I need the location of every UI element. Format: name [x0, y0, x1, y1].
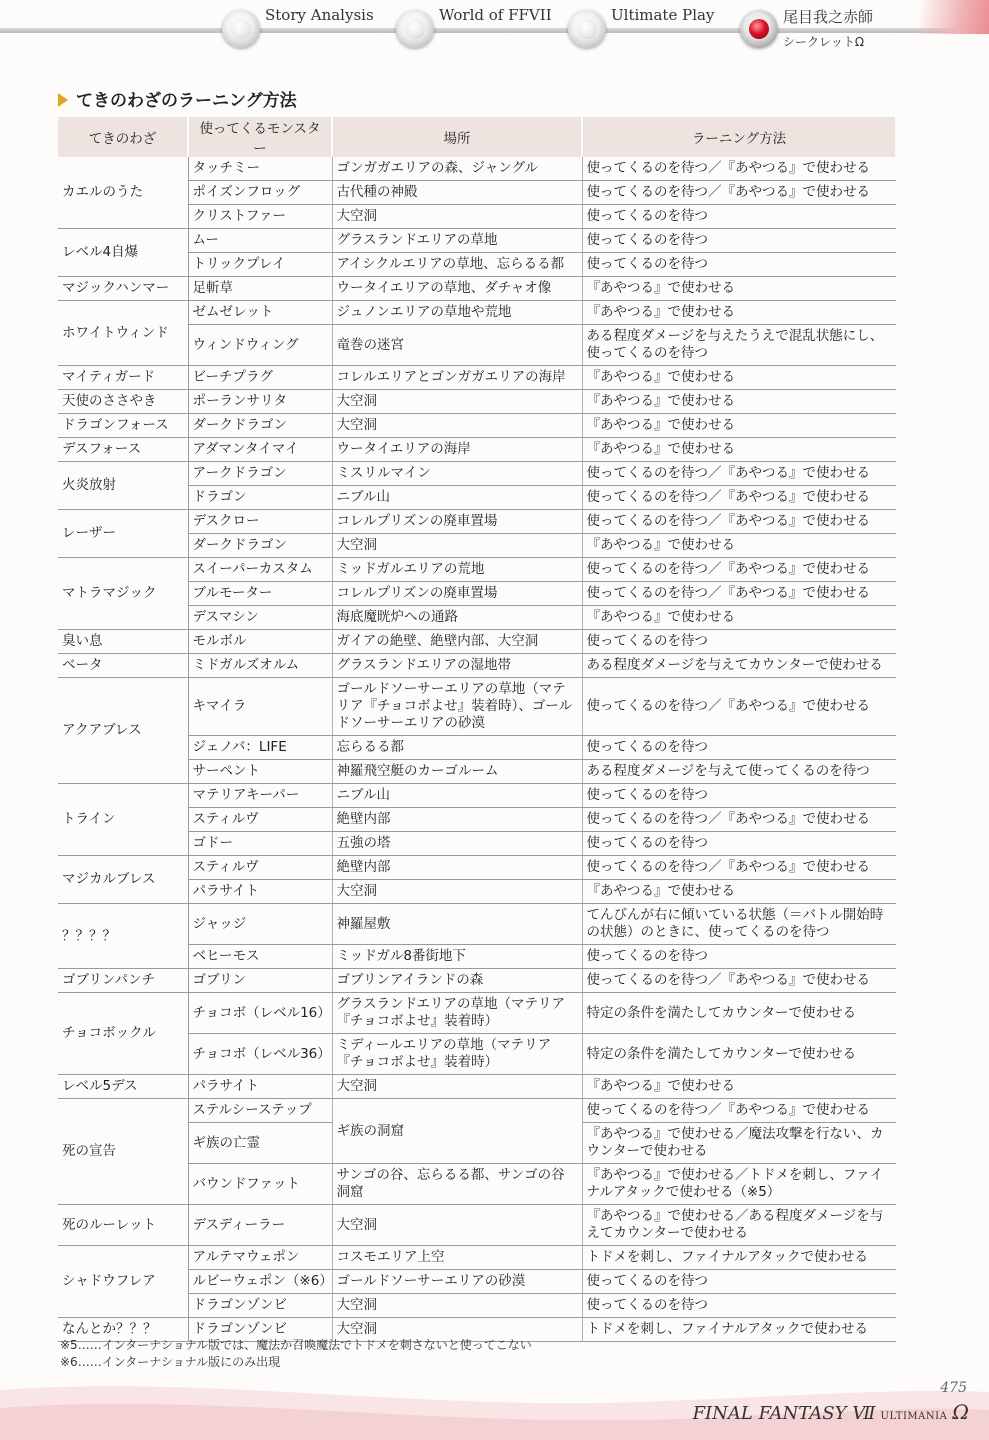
location-cell: コレルプリズンの廃車置場 — [332, 582, 582, 606]
monster-cell: スイーパーカスタム — [188, 558, 332, 582]
location-cell: 神羅飛空艇のカーゴルーム — [332, 760, 582, 784]
footnotes — [60, 1337, 532, 1371]
technique-cell: レーザー — [58, 510, 188, 558]
table-row — [58, 856, 896, 880]
monster-cell: バウンドファット — [188, 1164, 332, 1205]
monster-cell: マテリアキーパー — [188, 784, 332, 808]
monster-cell: ビーチプラグ — [188, 366, 332, 390]
orb-icon — [222, 10, 260, 48]
method-cell: 特定の条件を満たしてカウンターで使わせる — [582, 993, 896, 1034]
table-row — [58, 510, 896, 534]
brand-subtitle: ULTIMANIA — [880, 1411, 948, 1422]
location-cell: アイシクルエリアの草地、忘らるる都 — [332, 253, 582, 277]
method-cell: 『あやつる』で使わせる — [582, 301, 896, 325]
technique-cell: マトラマジック — [58, 558, 188, 630]
technique-cell: レベル4自爆 — [58, 229, 188, 277]
monster-cell: アルテマウェポン — [188, 1246, 332, 1270]
location-cell: グラスランドエリアの湿地帯 — [332, 654, 582, 678]
location-cell: 大空洞 — [332, 1294, 582, 1318]
monster-cell: ゴブリン — [188, 969, 332, 993]
location-cell: 五強の塔 — [332, 832, 582, 856]
method-cell: 『あやつる』で使わせる／魔法攻撃を行ない、カウンターで使わせる — [582, 1123, 896, 1164]
monster-cell: ダークドラゴン — [188, 534, 332, 558]
location-cell: コレルプリズンの廃車置場 — [332, 510, 582, 534]
method-cell: 『あやつる』で使わせる — [582, 414, 896, 438]
method-cell: 使ってくるのを待つ — [582, 1270, 896, 1294]
table-row — [58, 969, 896, 993]
method-cell: 『あやつる』で使わせる／ある程度ダメージを与えてカウンターで使わせる — [582, 1205, 896, 1246]
table-row — [58, 277, 896, 301]
method-cell: 『あやつる』で使わせる — [582, 880, 896, 904]
technique-cell: カエルのうた — [58, 157, 188, 229]
method-cell: 使ってくるのを待つ — [582, 945, 896, 969]
technique-cell: レベル5デス — [58, 1075, 188, 1099]
nav-sublabel: シークレットΩ — [783, 35, 865, 49]
technique-cell: シャドウフレア — [58, 1246, 188, 1318]
method-cell: 『あやつる』で使わせる — [582, 366, 896, 390]
location-cell: 竜巻の迷宮 — [332, 325, 582, 366]
location-cell: 海底魔晄炉への通路 — [332, 606, 582, 630]
location-cell: ゴールドソーサーエリアの砂漠 — [332, 1270, 582, 1294]
method-cell: 使ってくるのを待つ — [582, 832, 896, 856]
method-cell: ある程度ダメージを与えたうえで混乱状態にし、使ってくるのを待つ — [582, 325, 896, 366]
technique-cell: マイティガード — [58, 366, 188, 390]
location-cell: グラスランドエリアの草地（マテリア『チョコボよせ』装着時） — [332, 993, 582, 1034]
table-row — [58, 462, 896, 486]
table-row — [58, 1205, 896, 1246]
monster-cell: クリストファー — [188, 205, 332, 229]
location-cell: コスモエリア上空 — [332, 1246, 582, 1270]
table-row — [58, 438, 896, 462]
location-cell: 大空洞 — [332, 534, 582, 558]
monster-cell: アークドラゴン — [188, 462, 332, 486]
header-learning-method: ラーニング方法 — [582, 117, 896, 157]
method-cell: てんびんが右に傾いている状態（＝バトル開始時の状態）のときに、使ってくるのを待つ — [582, 904, 896, 945]
monster-cell: パラサイト — [188, 880, 332, 904]
technique-cell: 天使のささやき — [58, 390, 188, 414]
omega-logo: Ω — [952, 1400, 969, 1424]
location-cell: 大空洞 — [332, 390, 582, 414]
technique-cell: ホワイトウィンド — [58, 301, 188, 366]
monster-cell: モルボル — [188, 630, 332, 654]
technique-cell: チョコボックル — [58, 993, 188, 1075]
location-cell: コレルエリアとゴンガガエリアの海岸 — [332, 366, 582, 390]
monster-cell: スティルヴ — [188, 808, 332, 832]
monster-cell: 足斬草 — [188, 277, 332, 301]
technique-cell: 死のルーレット — [58, 1205, 188, 1246]
method-cell: トドメを刺し、ファイナルアタックで使わせる — [582, 1246, 896, 1270]
table-row — [58, 157, 896, 181]
monster-cell: パラサイト — [188, 1075, 332, 1099]
method-cell: 使ってくるのを待つ／『あやつる』で使わせる — [582, 486, 896, 510]
method-cell: 『あやつる』で使わせる — [582, 438, 896, 462]
brand-title: FINAL FANTASY Ⅶ — [692, 1403, 876, 1424]
method-cell: 『あやつる』で使わせる／トドメを刺し、ファイナルアタックで使わせる（※5） — [582, 1164, 896, 1205]
table-row — [58, 301, 896, 325]
monster-cell: ジャッジ — [188, 904, 332, 945]
location-cell: ガイアの絶壁、絶壁内部、大空洞 — [332, 630, 582, 654]
location-cell: ミディールエリアの草地（マテリア『チョコボよせ』装着時） — [332, 1034, 582, 1075]
location-cell: 忘らるる都 — [332, 736, 582, 760]
method-cell: 使ってくるのを待つ — [582, 229, 896, 253]
monster-cell: タッチミー — [188, 157, 332, 181]
monster-cell: ドラゴンゾンビ — [188, 1318, 332, 1342]
method-cell: 使ってくるのを待つ／『あやつる』で使わせる — [582, 678, 896, 736]
location-cell: 大空洞 — [332, 205, 582, 229]
learning-table — [58, 117, 897, 1342]
technique-cell: デスフォース — [58, 438, 188, 462]
footnote: ※6……インターナショナル版にのみ出現 — [60, 1355, 281, 1369]
monster-cell: ジェノバ：LIFE — [188, 736, 332, 760]
section-title-text: てきのわざのラーニング方法 — [76, 91, 297, 111]
monster-cell: ゼムゼレット — [188, 301, 332, 325]
monster-cell: ミドガルズオルム — [188, 654, 332, 678]
technique-cell: なんとか？？？ — [58, 1318, 188, 1342]
footnote: ※5……インターナショナル版では、魔法か召喚魔法でトドメを刺さないと使ってこない — [60, 1338, 532, 1352]
location-cell: 古代種の神殿 — [332, 181, 582, 205]
method-cell: 使ってくるのを待つ／『あやつる』で使わせる — [582, 510, 896, 534]
orb-icon — [396, 10, 434, 48]
monster-cell: トリックプレイ — [188, 253, 332, 277]
location-cell: 大空洞 — [332, 1318, 582, 1342]
method-cell: 使ってくるのを待つ／『あやつる』で使わせる — [582, 1099, 896, 1123]
location-cell: 大空洞 — [332, 1205, 582, 1246]
method-cell: トドメを刺し、ファイナルアタックで使わせる — [582, 1318, 896, 1342]
table-row — [58, 1246, 896, 1270]
method-cell: 『あやつる』で使わせる — [582, 1075, 896, 1099]
location-cell: グラスランドエリアの草地 — [332, 229, 582, 253]
technique-cell: トライン — [58, 784, 188, 856]
method-cell: 使ってくるのを待つ／『あやつる』で使わせる — [582, 181, 896, 205]
table-body — [58, 157, 896, 1342]
method-cell: 使ってくるのを待つ — [582, 736, 896, 760]
monster-cell: チョコボ（レベル16） — [188, 993, 332, 1034]
method-cell: 『あやつる』で使わせる — [582, 534, 896, 558]
location-cell: ウータイエリアの草地、ダチャオ像 — [332, 277, 582, 301]
table-row — [58, 1099, 896, 1123]
location-cell: ゴブリンアイランドの森 — [332, 969, 582, 993]
monster-cell: デスクロー — [188, 510, 332, 534]
monster-cell: チョコボ（レベル36） — [188, 1034, 332, 1075]
table-row — [58, 630, 896, 654]
monster-cell: ギ族の亡霊 — [188, 1123, 332, 1164]
header-location: 場所 — [332, 117, 582, 157]
monster-cell: ルビーウェポン（※6） — [188, 1270, 332, 1294]
method-cell: 使ってくるのを待つ／『あやつる』で使わせる — [582, 808, 896, 832]
location-cell: 大空洞 — [332, 880, 582, 904]
monster-cell: サーペント — [188, 760, 332, 784]
nav-label: Ultimate Play — [611, 6, 715, 24]
location-cell: ニブル山 — [332, 486, 582, 510]
technique-cell: ベータ — [58, 654, 188, 678]
monster-cell: ベヒーモス — [188, 945, 332, 969]
orb-icon — [568, 10, 606, 48]
monster-cell: スティルヴ — [188, 856, 332, 880]
monster-cell: ウィンドウィング — [188, 325, 332, 366]
method-cell: 使ってくるのを待つ — [582, 1294, 896, 1318]
monster-cell: ポイズンフロッグ — [188, 181, 332, 205]
monster-cell: ドラゴン — [188, 486, 332, 510]
method-cell: ある程度ダメージを与えてカウンターで使わせる — [582, 654, 896, 678]
table-row — [58, 229, 896, 253]
nav-label: 尾目我之赤師 — [783, 8, 874, 26]
table-row — [58, 1075, 896, 1099]
monster-cell: デスマシン — [188, 606, 332, 630]
monster-cell: ステルシーステップ — [188, 1099, 332, 1123]
monster-cell: デスディーラー — [188, 1205, 332, 1246]
location-cell: ギ族の洞窟 — [332, 1099, 582, 1164]
location-cell: ジュノンエリアの草地や荒地 — [332, 301, 582, 325]
header-monster: 使ってくるモンスター — [188, 117, 332, 157]
triangle-bullet-icon — [58, 93, 68, 107]
technique-cell: マジックハンマー — [58, 277, 188, 301]
table-row — [58, 414, 896, 438]
table-row — [58, 678, 896, 736]
location-cell: ミッドガルエリアの荒地 — [332, 558, 582, 582]
method-cell: 使ってくるのを待つ — [582, 205, 896, 229]
section-title — [58, 86, 297, 111]
location-cell: サンゴの谷、忘らるる都、サンゴの谷洞窟 — [332, 1164, 582, 1205]
monster-cell: アダマンタイマイ — [188, 438, 332, 462]
monster-cell: ダークドラゴン — [188, 414, 332, 438]
monster-cell: キマイラ — [188, 678, 332, 736]
location-cell: 神羅屋敷 — [332, 904, 582, 945]
table-row — [58, 558, 896, 582]
technique-cell: アクアブレス — [58, 678, 188, 784]
page-number: 475 — [940, 1380, 967, 1396]
method-cell: 使ってくるのを待つ — [582, 784, 896, 808]
method-cell: 使ってくるのを待つ／『あやつる』で使わせる — [582, 856, 896, 880]
method-cell: 使ってくるのを待つ／『あやつる』で使わせる — [582, 558, 896, 582]
technique-cell: 臭い息 — [58, 630, 188, 654]
technique-cell: 火炎放射 — [58, 462, 188, 510]
table-row — [58, 904, 896, 945]
location-cell: 絶壁内部 — [332, 808, 582, 832]
location-cell: 大空洞 — [332, 414, 582, 438]
method-cell: 使ってくるのを待つ — [582, 630, 896, 654]
method-cell: 『あやつる』で使わせる — [582, 390, 896, 414]
header-technique: てきのわざ — [58, 117, 188, 157]
method-cell: 『あやつる』で使わせる — [582, 606, 896, 630]
location-cell: ゴンガガエリアの森、ジャングル — [332, 157, 582, 181]
location-cell: 絶壁内部 — [332, 856, 582, 880]
nav-label: World of FFVII — [439, 6, 552, 24]
monster-cell: ポーランサリタ — [188, 390, 332, 414]
location-cell: ニブル山 — [332, 784, 582, 808]
method-cell: 特定の条件を満たしてカウンターで使わせる — [582, 1034, 896, 1075]
monster-cell: ドラゴンゾンビ — [188, 1294, 332, 1318]
method-cell: 使ってくるのを待つ／『あやつる』で使わせる — [582, 157, 896, 181]
table-row — [58, 784, 896, 808]
location-cell: ゴールドソーサーエリアの草地（マテリア『チョコボよせ』装着時）、ゴールドソーサーエリアの砂漠 — [332, 678, 582, 736]
orb-active-icon — [740, 10, 778, 48]
method-cell: 『あやつる』で使わせる — [582, 277, 896, 301]
nav-accent — [919, 0, 989, 34]
table-row — [58, 366, 896, 390]
method-cell: 使ってくるのを待つ／『あやつる』で使わせる — [582, 582, 896, 606]
technique-cell: ドラゴンフォース — [58, 414, 188, 438]
technique-cell: ゴブリンパンチ — [58, 969, 188, 993]
monster-cell: ブルモーター — [188, 582, 332, 606]
method-cell: 使ってくるのを待つ — [582, 253, 896, 277]
method-cell: ある程度ダメージを与えて使ってくるのを待つ — [582, 760, 896, 784]
location-cell: ウータイエリアの海岸 — [332, 438, 582, 462]
monster-cell: ムー — [188, 229, 332, 253]
technique-cell: マジカルブレス — [58, 856, 188, 904]
table-row — [58, 390, 896, 414]
location-cell: ミッドガル8番街地下 — [332, 945, 582, 969]
nav-label: Story Analysis — [265, 6, 374, 24]
method-cell: 使ってくるのを待つ／『あやつる』で使わせる — [582, 969, 896, 993]
table-row — [58, 654, 896, 678]
footer-brand — [693, 1400, 969, 1424]
table-row — [58, 993, 896, 1034]
monster-cell: ゴドー — [188, 832, 332, 856]
location-cell: ミスリルマイン — [332, 462, 582, 486]
location-cell: 大空洞 — [332, 1075, 582, 1099]
technique-cell: ？？？？ — [58, 904, 188, 969]
technique-cell: 死の宣告 — [58, 1099, 188, 1205]
table-header-row — [58, 117, 896, 157]
method-cell: 使ってくるのを待つ／『あやつる』で使わせる — [582, 462, 896, 486]
